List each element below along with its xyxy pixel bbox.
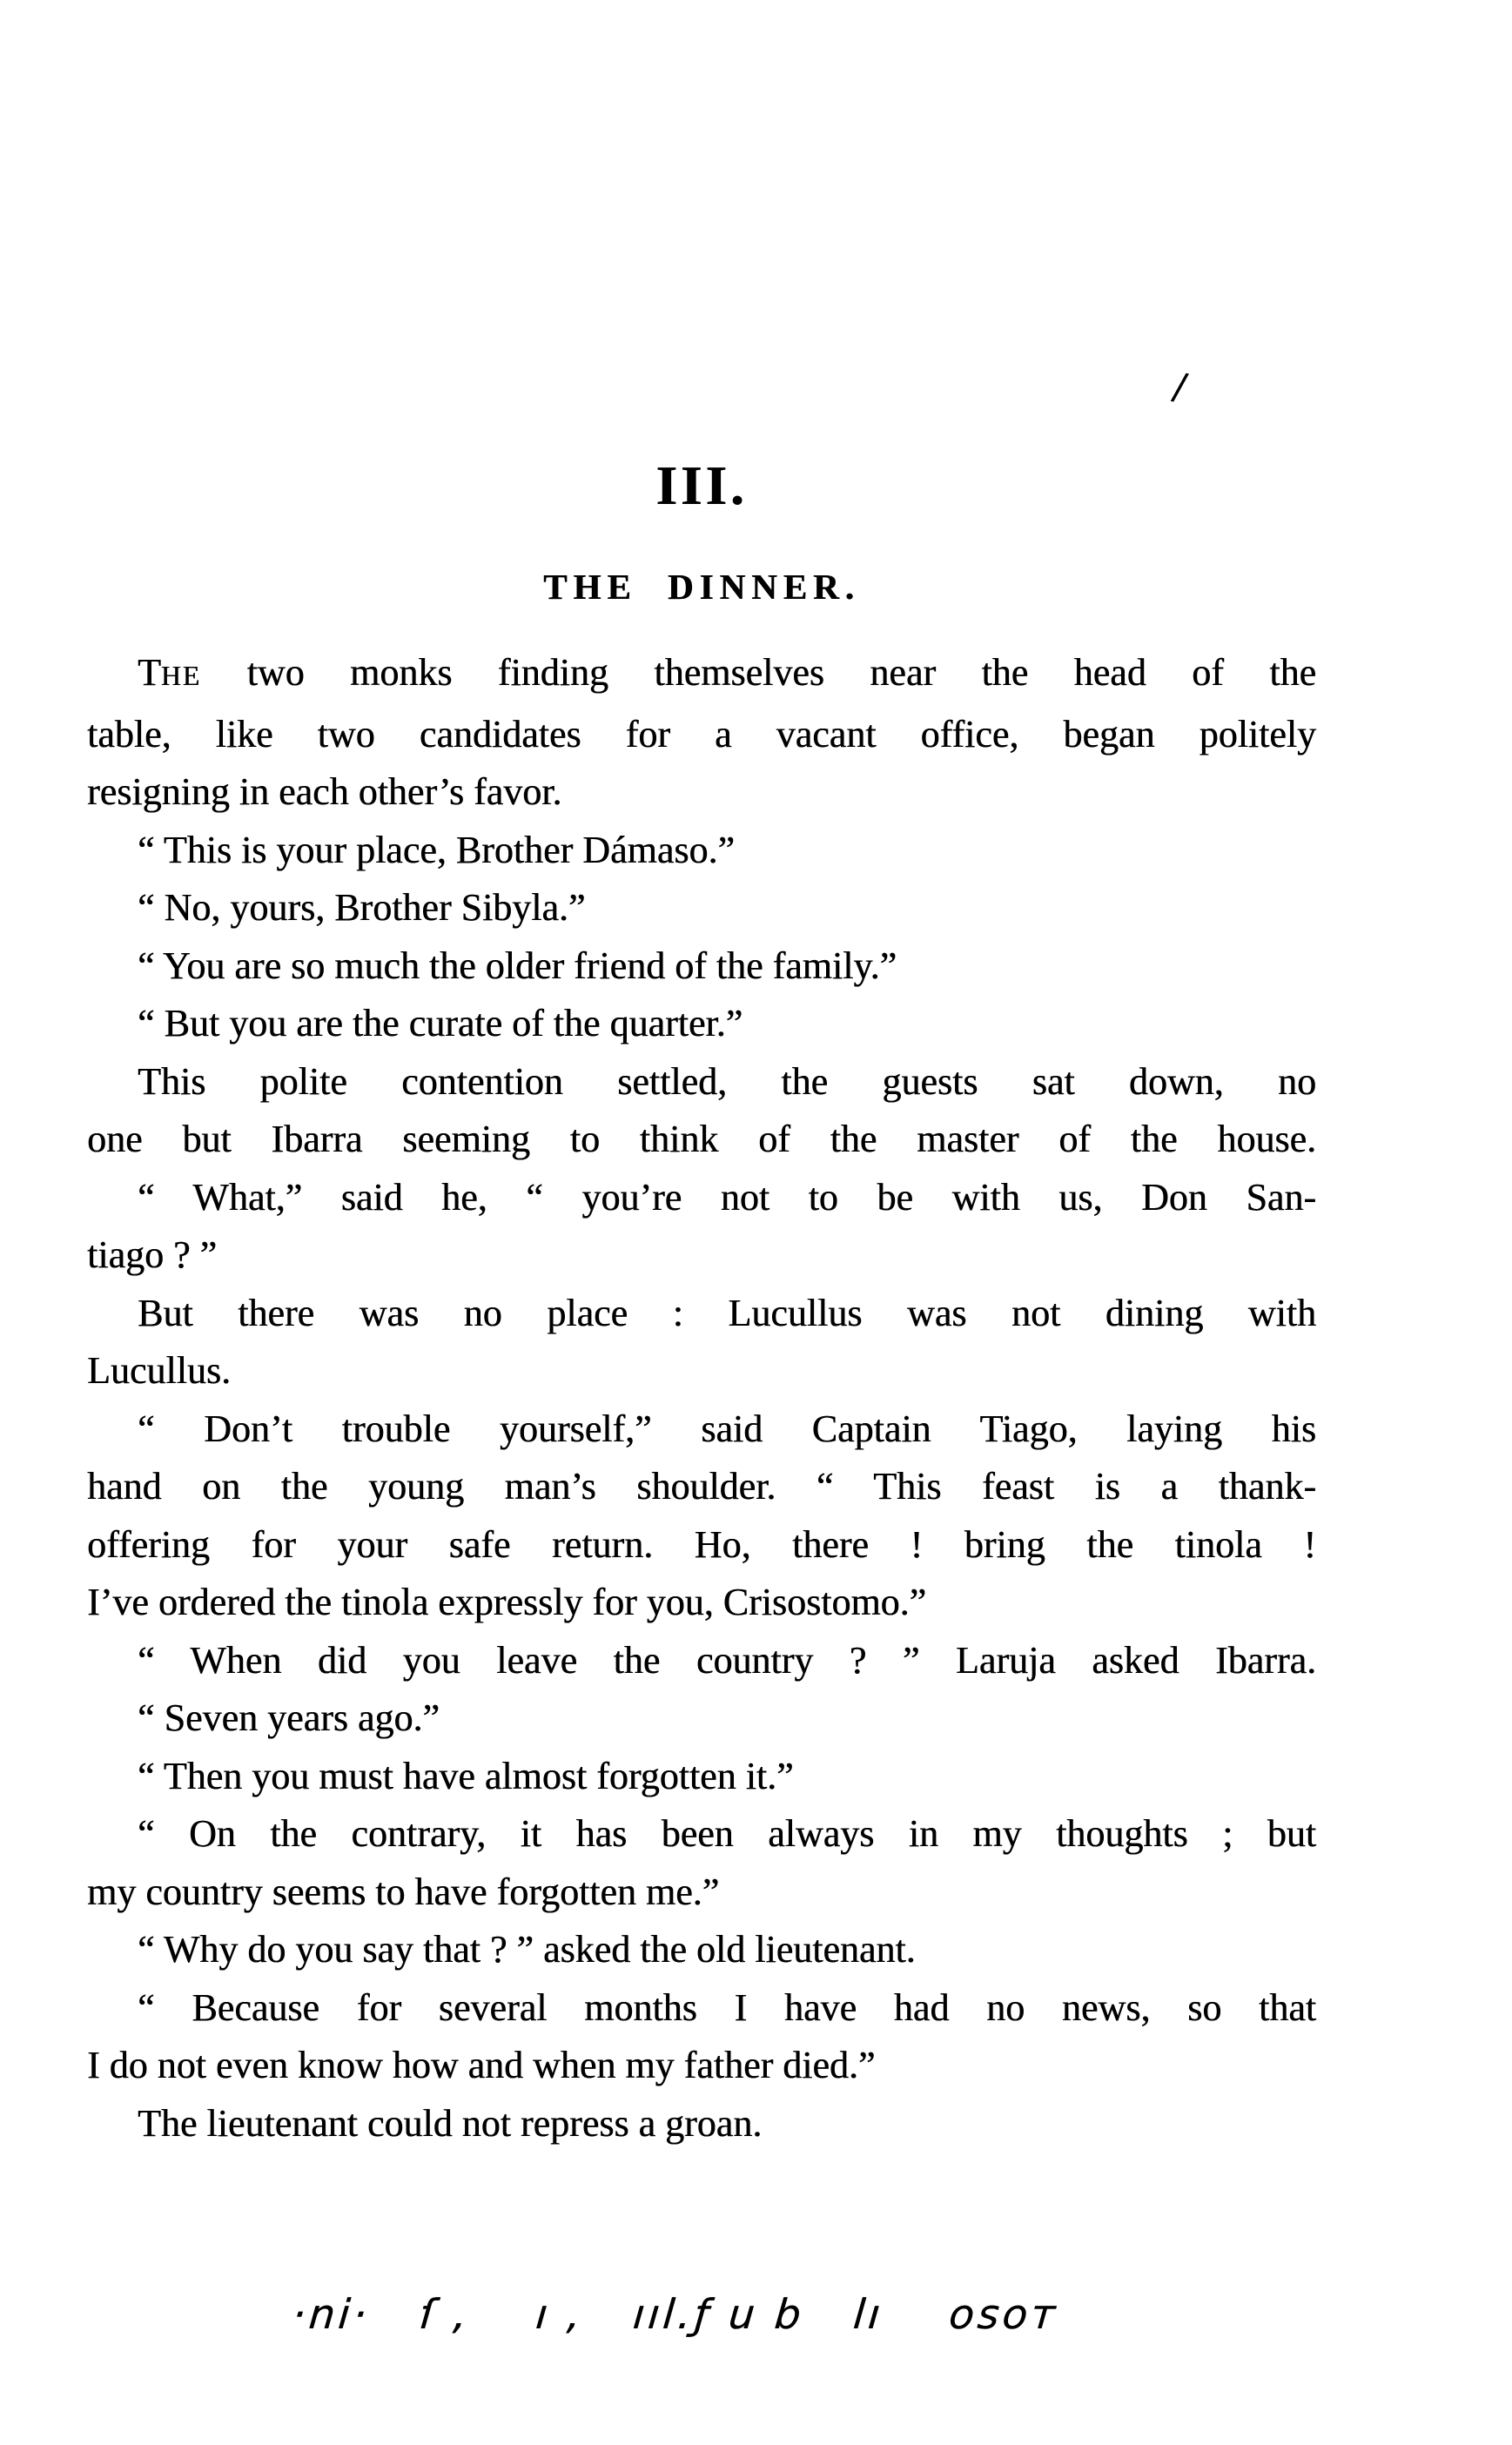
text-line xyxy=(87,1226,1316,1285)
line-text: The lieutenant could not repress a groan. xyxy=(138,2101,763,2145)
line-text: one but Ibarra seeming to think of the master of the house. xyxy=(87,1118,1316,1160)
line-text: “ No, yours, Brother Sibyla.” xyxy=(138,886,586,929)
footer-artifact-text: ·ni· ſ , ı , ııl.ƒ u b lı osoт xyxy=(290,2291,1061,2339)
line-text: “ But you are the curate of the quarter.” xyxy=(138,1002,743,1044)
line-text: I do not even know how and when my father died.” xyxy=(87,2044,876,2086)
line-text: table, like two candidates for a vacant office, began politely xyxy=(87,712,1316,756)
text-line xyxy=(87,1748,1316,1806)
line-text: T xyxy=(138,651,161,694)
text-line xyxy=(87,1921,1316,1979)
text-line xyxy=(87,1053,1316,1112)
body-text xyxy=(87,644,1316,2153)
text-line xyxy=(87,1574,1316,1632)
stray-ink-mark: / xyxy=(1169,362,1191,413)
line-text: “ What,” said he, “ you’re not to be with us, Don San- xyxy=(138,1175,1316,1219)
smallcaps-text: HE xyxy=(160,661,202,691)
text-line xyxy=(87,1864,1316,1922)
line-text: my country seems to have forgotten me.” xyxy=(87,1870,720,1913)
line-text: “ Then you must have almost forgotten it.” xyxy=(138,1754,794,1797)
line-text: “ Seven years ago.” xyxy=(138,1696,440,1739)
line-text: two monks finding themselves near the head of the xyxy=(201,651,1316,694)
text-line xyxy=(87,995,1316,1053)
text-line xyxy=(87,822,1316,880)
line-text: hand on the young man’s shoulder. “ This feast is a thank- xyxy=(87,1465,1316,1508)
text-line xyxy=(87,1342,1316,1401)
line-text: I’ve ordered the tinola expressly for you, Crisostomo.” xyxy=(87,1581,927,1623)
line-text: “ This is your place, Brother Dámaso.” xyxy=(138,828,735,871)
line-text: “ You are so much the older friend of the family.” xyxy=(138,944,897,987)
text-line xyxy=(87,1169,1316,1227)
line-text: This polite contention settled, the guests sat down, no xyxy=(138,1059,1316,1103)
chapter-number: III. xyxy=(655,455,748,516)
line-text: Lucullus. xyxy=(87,1349,231,1392)
text-line xyxy=(87,1458,1316,1516)
text-line xyxy=(87,1632,1316,1690)
text-line xyxy=(87,2037,1316,2095)
text-line xyxy=(87,937,1316,996)
text-line xyxy=(87,644,1316,706)
line-text: “ When did you leave the country ? ” Laruja asked Ibarra. xyxy=(138,1638,1316,1682)
line-text: “ On the contrary, it has been always in my thoughts ; but xyxy=(138,1812,1316,1855)
text-line xyxy=(87,763,1316,822)
line-text: offering for your safe return. Ho, there ! bring the tinola ! xyxy=(87,1522,1316,1566)
line-text: “ Why do you say that ? ” asked the old lieutenant. xyxy=(138,1928,916,1971)
line-text: “ Don’t trouble yourself,” said Captain Tiago, laying his xyxy=(138,1407,1316,1450)
line-text: resigning in each other’s favor. xyxy=(87,770,562,813)
text-line xyxy=(87,1979,1316,2038)
text-line xyxy=(87,706,1316,764)
text-line xyxy=(87,1689,1316,1748)
text-line xyxy=(87,1805,1316,1864)
text-line xyxy=(87,1401,1316,1459)
text-line xyxy=(87,2095,1316,2153)
text-line xyxy=(87,1516,1316,1575)
text-line xyxy=(87,1285,1316,1343)
line-text: “ Because for several months I have had no news, so that xyxy=(138,1985,1316,2029)
line-text: But there was no place : Lucullus was not dining with xyxy=(138,1291,1316,1334)
text-line xyxy=(87,1111,1316,1169)
text-line xyxy=(87,879,1316,937)
chapter-title: THE DINNER. xyxy=(543,567,860,607)
line-text: tiago ? ” xyxy=(87,1233,218,1276)
